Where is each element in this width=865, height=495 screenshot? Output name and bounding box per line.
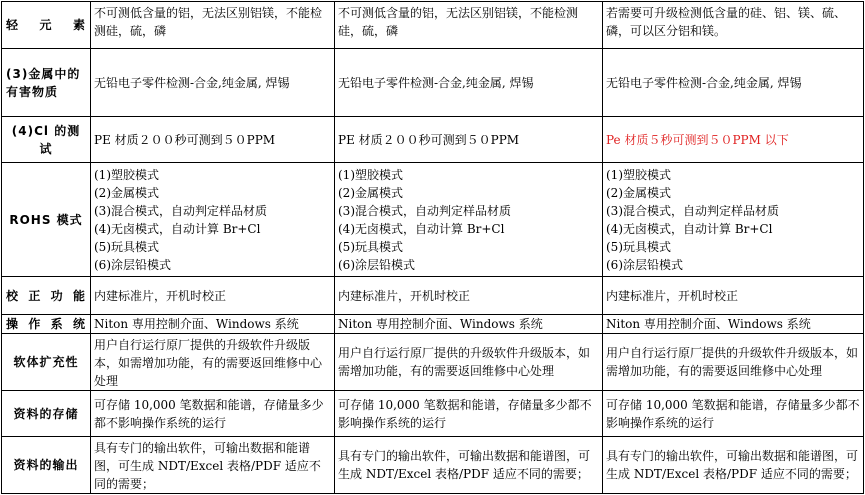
table-cell: 用户自行运行原厂提供的升级软件升级版本，如需增加功能，有的需要返回维修中心处理: [603, 334, 864, 391]
table-row: [2, 391, 864, 437]
table-cell: 可存储 10,000 笔数据和能谱，存储量多少都不影响操作系统的运行: [335, 391, 603, 437]
row-header: [2, 334, 91, 391]
table-cell: 若需要可升级检测低含量的硅、铝、镁、硫、磷，可以区分铝和镁。: [603, 2, 864, 49]
table-cell: 无铅电子零件检测-合金,纯金属, 焊锡: [91, 49, 335, 117]
list-item: (5)玩具模式: [338, 239, 403, 254]
row-header-label: 资料的输出: [13, 458, 79, 472]
list-item: (2)金属模式: [94, 185, 159, 200]
table-cell: 内建标准片，开机时校正: [603, 277, 864, 315]
list-item: (1)塑胶模式: [338, 167, 403, 182]
rohs-mode-list: [606, 166, 860, 274]
row-header-label: 操 作 系 统: [6, 317, 86, 331]
table-cell: [603, 163, 864, 277]
table-cell: 不可测低含量的铝，无法区别铝镁，不能检测硅，硫，磷: [335, 2, 603, 49]
table-cell: 内建标准片，开机时校正: [91, 277, 335, 315]
list-item: (6)涂层铅模式: [94, 257, 171, 272]
list-item: (6)涂层铅模式: [338, 257, 415, 272]
table-cell: 用户自行运行原厂提供的升级软件升级版本，如需增加功能，有的需要返回维修中心处理: [91, 334, 335, 391]
rohs-mode-list: [338, 166, 599, 274]
list-item: (3)混合模式，自动判定样品材质: [94, 203, 267, 218]
table-cell: [335, 163, 603, 277]
table-cell: Niton 専用控制介面、Windows 系统: [91, 315, 335, 334]
table-cell: 可存储 10,000 笔数据和能谱，存储量多少都不影响操作系统的运行: [91, 391, 335, 437]
table-row: [2, 2, 864, 49]
row-header: [2, 117, 91, 163]
list-item: (2)金属模式: [338, 185, 403, 200]
table-cell: PE 材质２００秒可测到５０PPM: [91, 117, 335, 163]
row-header: [2, 163, 91, 277]
table-row: [2, 117, 864, 163]
list-item: (5)玩具模式: [606, 239, 671, 254]
row-header-label: 资料的存储: [13, 406, 79, 421]
table-row: [2, 163, 864, 277]
row-header-label: (3)金属中的有害物质: [6, 66, 81, 99]
list-item: (1)塑胶模式: [94, 167, 159, 182]
list-item: (4)无卤模式，自动计算 Br+Cl: [94, 221, 261, 236]
table-cell-highlight: Pe 材质５秒可测到５０PPM 以下: [603, 117, 864, 163]
spec-comparison-table: [1, 1, 864, 494]
table-cell: 用户自行运行原厂提供的升级软件升级版本，如需增加功能，有的需要返回维修中心处理: [335, 334, 603, 391]
list-item: (3)混合模式，自动判定样品材质: [338, 203, 511, 218]
list-item: (1)塑胶模式: [606, 167, 671, 182]
rohs-mode-list: [94, 166, 331, 274]
table-row: [2, 334, 864, 391]
list-item: (6)涂层铅模式: [606, 257, 683, 272]
list-item: (3)混合模式，自动判定样品材质: [606, 203, 779, 218]
table-cell: 无铅电子零件检测-合金,纯金属, 焊锡: [603, 49, 864, 117]
row-header: [2, 391, 91, 437]
list-item: (4)无卤模式，自动计算 Br+Cl: [606, 221, 773, 236]
table-row: [2, 437, 864, 494]
row-header: [2, 277, 91, 315]
row-header: [2, 437, 91, 494]
table-cell: 无铅电子零件检测-合金,纯金属, 焊锡: [335, 49, 603, 117]
table-cell: 不可测低含量的铝，无法区别铝镁，不能检测硅，硫，磷: [91, 2, 335, 49]
table-cell: 具有专门的输出软件，可输出数据和能谱图，可生成 NDT/Excel 表格/PDF 适应不同的需要；: [335, 437, 603, 494]
row-header: [2, 315, 91, 334]
table-row: [2, 49, 864, 117]
table-cell: 具有专门的输出软件，可输出数据和能谱图，可生成 NDT/Excel 表格/PDF 适应不同的需要；: [91, 437, 335, 494]
row-header-label: 校 正 功 能: [6, 288, 86, 303]
table-cell: Niton 専用控制介面、Windows 系统: [335, 315, 603, 334]
list-item: (2)金属模式: [606, 185, 671, 200]
list-item: (5)玩具模式: [94, 239, 159, 254]
table-cell: Niton 専用控制介面、Windows 系统: [603, 315, 864, 334]
row-header-label: 轻 元 素: [6, 18, 86, 32]
table-cell: 可存储 10,000 笔数据和能谱，存储量多少都不影响操作系统的运行: [603, 391, 864, 437]
table-cell: 具有专门的输出软件，可输出数据和能谱图，可生成 NDT/Excel 表格/PDF 适应不同的需要；: [603, 437, 864, 494]
table-cell: [91, 163, 335, 277]
row-header: [2, 49, 91, 117]
table-cell: PE 材质２００秒可测到５０PPM: [335, 117, 603, 163]
row-header-label: (4)Cl 的测试: [11, 123, 81, 156]
table-cell: 内建标准片，开机时校正: [335, 277, 603, 315]
row-header: [2, 2, 91, 49]
list-item: (4)无卤模式，自动计算 Br+Cl: [338, 221, 505, 236]
table-row: [2, 277, 864, 315]
row-header-label: 软体扩充性: [13, 355, 79, 369]
row-header-label: ROHS 模式: [9, 212, 83, 227]
table-row: [2, 315, 864, 334]
